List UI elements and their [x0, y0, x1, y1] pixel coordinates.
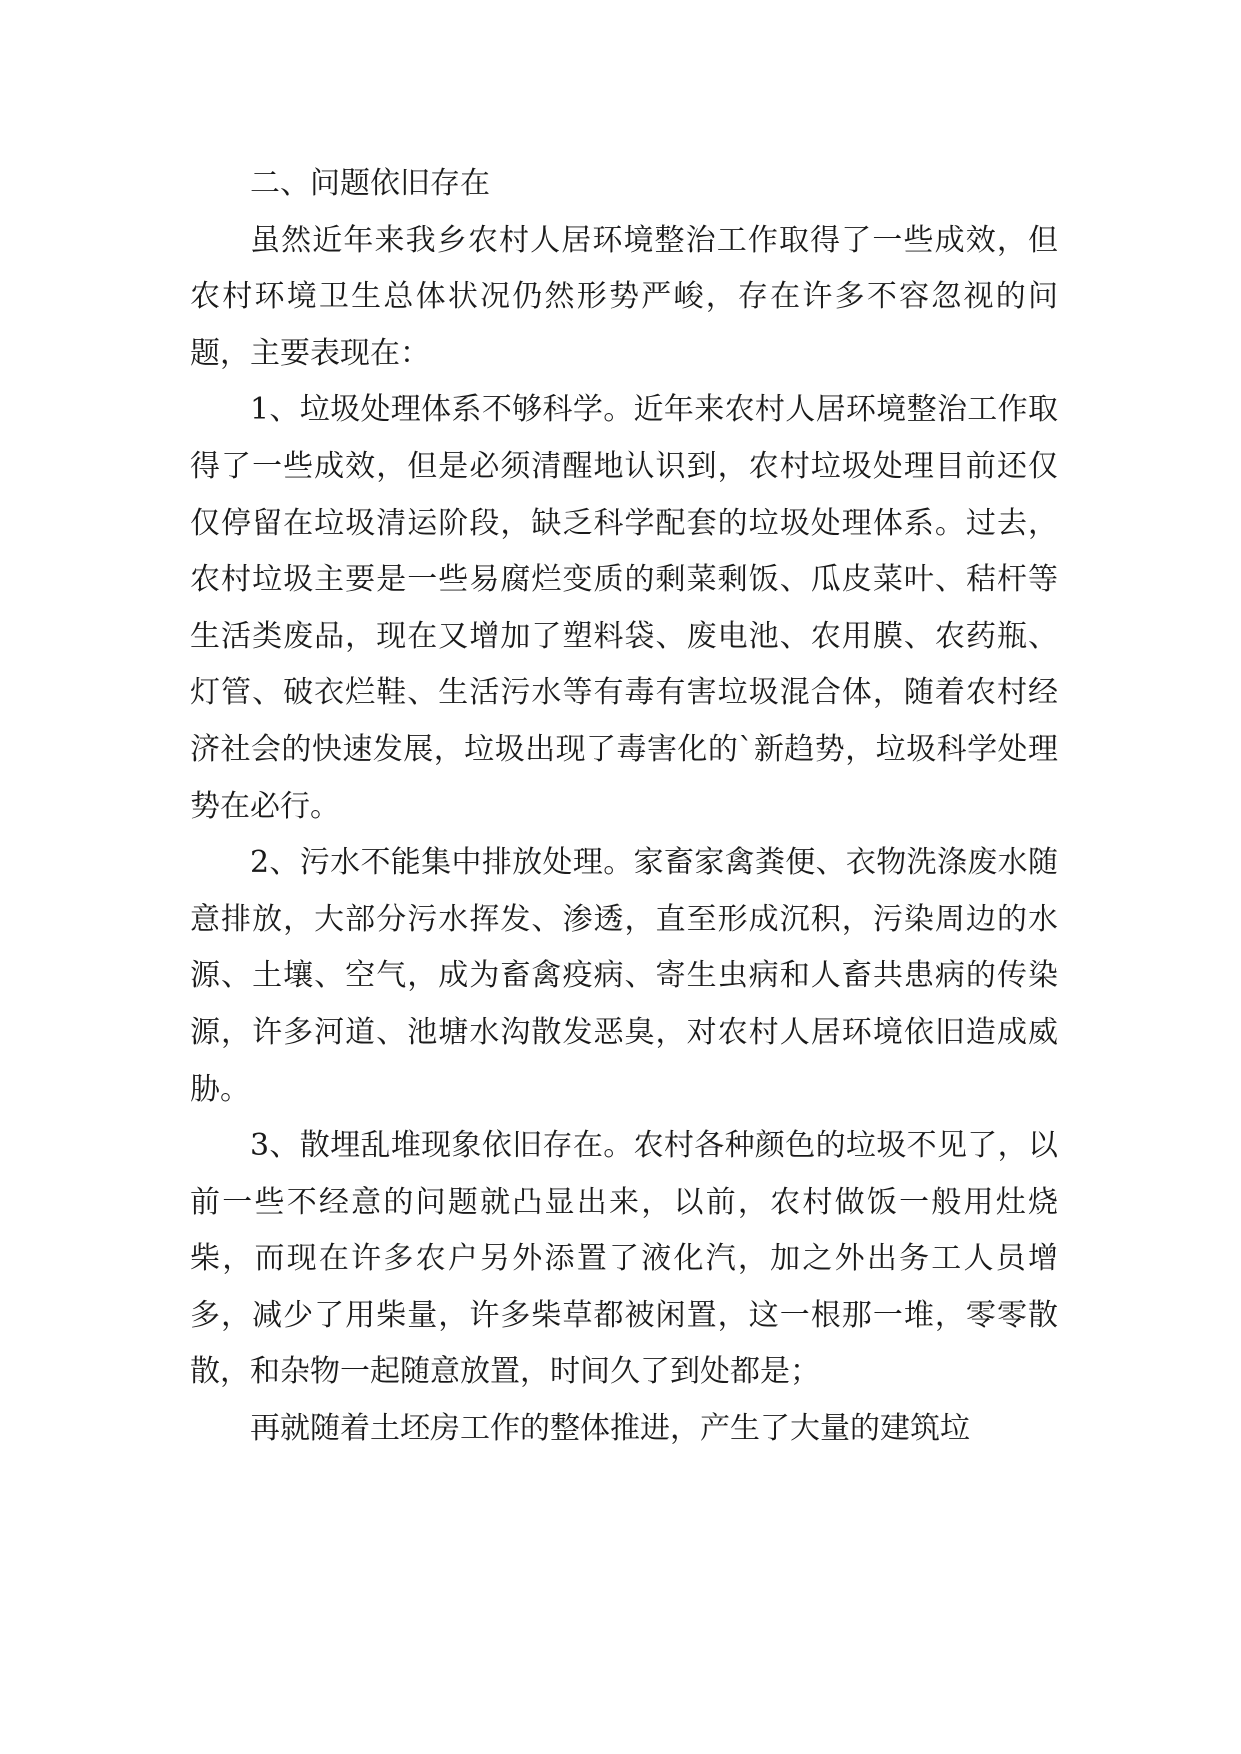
paragraph-sewage: 2、污水不能集中排放处理。家畜家禽粪便、衣物洗涤废水随意排放，大部分污水挥发、渗透，直至形成沉积，污染周边的水源、土壤、空气，成为畜禽疫病、寄生虫病和人畜共患病的传染源，许多河道、池塘水沟散发恶臭，对农村人居环境依旧造成威胁。	[190, 845, 1058, 1107]
paragraph-scattered-piles: 3、散埋乱堆现象依旧存在。农村各种颜色的垃圾不见了，以前一些不经意的问题就凸显出来，以前，农村做饭一般用灶烧柴，而现在许多农户另外添置了液化汽，加之外出务工人员增多，减少了用柴量，许多柴草都被闲置，这一根那一堆，零零散散，和杂物一起随意放置，时间久了到处都是；	[190, 1128, 1058, 1390]
document-body	[190, 156, 1058, 1458]
paragraph-construction-waste: 再就随着土坯房工作的整体推进，产生了大量的建筑垃	[250, 1411, 970, 1447]
section-heading: 二、问题依旧存在	[250, 166, 490, 201]
paragraph-garbage-system: 1、垃圾处理体系不够科学。近年来农村人居环境整治工作取得了一些成效，但是必须清醒地认识到，农村垃圾处理目前还仅仅停留在垃圾清运阶段，缺乏科学配套的垃圾处理体系。过去，农村垃圾主要是一些易腐烂变质的剩菜剩饭、瓜皮菜叶、秸杆等生活类废品，现在又增加了塑料袋、废电池、农用膜、农药瓶、灯管、破衣烂鞋、生活污水等有毒有害垃圾混合体，随着农村经济社会的快速发展，垃圾出现了毒害化的`新趋势，垃圾科学处理势在必行。	[190, 392, 1058, 824]
paragraph-intro: 虽然近年来我乡农村人居环境整治工作取得了一些成效，但农村环境卫生总体状况仍然形势严峻，存在许多不容忽视的问题，主要表现在：	[190, 222, 1058, 371]
